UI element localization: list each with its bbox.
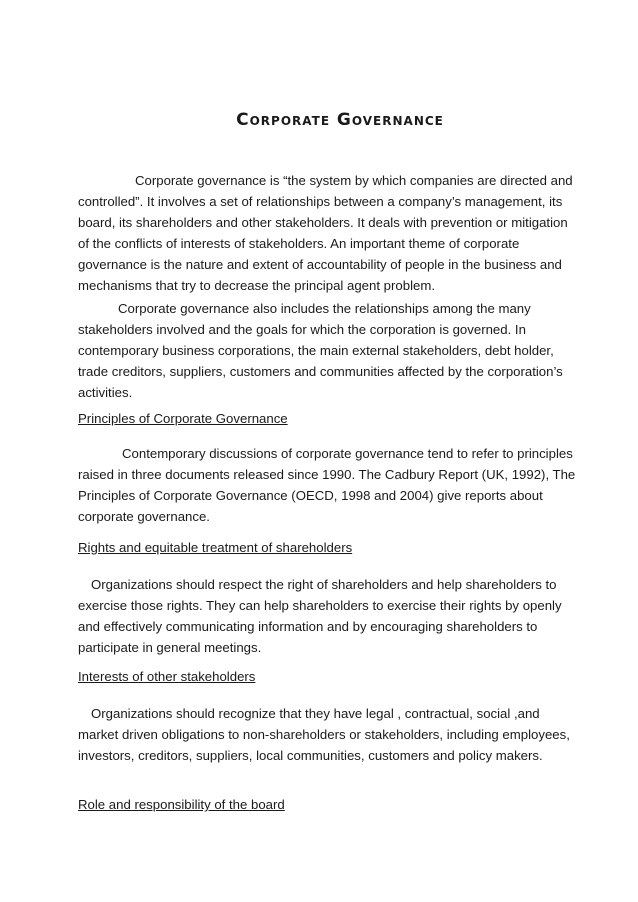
- paragraph-line: Organizations should respect the right of shareholders and help shareholders to: [91, 577, 557, 592]
- paragraph-line: trade creditors, suppliers, customers and communities affected by the corporation’s: [78, 364, 563, 379]
- paragraph-principles: [78, 443, 602, 527]
- paragraph-line: Organizations should recognize that they have legal , contractual, social ,and: [91, 706, 540, 721]
- paragraph-line: market driven obligations to non-shareholders or stakeholders, including employees,: [78, 727, 570, 742]
- paragraph-line: activities.: [78, 385, 133, 400]
- paragraph-line: Contemporary discussions of corporate governance tend to refer to principles: [122, 446, 573, 461]
- paragraph-line: Principles of Corporate Governance (OECD, 1998 and 2004) give reports about: [78, 488, 543, 503]
- paragraph-stakeholders: [78, 703, 602, 766]
- section-heading-rights: Rights and equitable treatment of shareholders: [78, 540, 353, 555]
- paragraph-line: raised in three documents released since 1990. The Cadbury Report (UK, 1992), The: [78, 467, 576, 482]
- paragraph-line: and effectively communicating information and by encouraging shareholders to: [78, 619, 538, 634]
- paragraph-line: mechanisms that try to decrease the principal agent problem.: [78, 278, 435, 293]
- section-heading-principles: Principles of Corporate Governance: [78, 411, 288, 426]
- paragraph-line: investors, creditors, suppliers, local communities, customers and policy makers.: [78, 748, 543, 763]
- paragraph-line: Corporate governance also includes the relationships among the many: [118, 301, 531, 316]
- paragraph-line: contemporary business corporations, the main external stakeholders, debt holder,: [78, 343, 554, 358]
- paragraph-definition: [78, 170, 602, 296]
- paragraph-line: Corporate governance is “the system by which companies are directed and: [135, 173, 573, 188]
- paragraph-line: exercise those rights. They can help shareholders to exercise their rights by openly: [78, 598, 562, 613]
- paragraph-line: stakeholders involved and the goals for which the corporation is governed. In: [78, 322, 526, 337]
- paragraph-line: board, its shareholders and other stakeholders. It deals with prevention or mitigation: [78, 215, 568, 230]
- paragraph-relationships: [78, 298, 602, 403]
- section-heading-stakeholders: Interests of other stakeholders: [78, 669, 256, 684]
- paragraph-line: governance is the nature and extent of accountability of people in the business and: [78, 257, 562, 272]
- paragraph-rights: [78, 574, 602, 658]
- paragraph-line: of the conflicts of interests of stakeholders. An important theme of corporate: [78, 236, 520, 251]
- section-heading-board: Role and responsibility of the board: [78, 797, 285, 812]
- paragraph-line: corporate governance.: [78, 509, 210, 524]
- document-title: Corporate Governance: [236, 110, 444, 130]
- paragraph-line: participate in general meetings.: [78, 640, 262, 655]
- paragraph-line: controlled”. It involves a set of relationships between a company’s management, its: [78, 194, 563, 209]
